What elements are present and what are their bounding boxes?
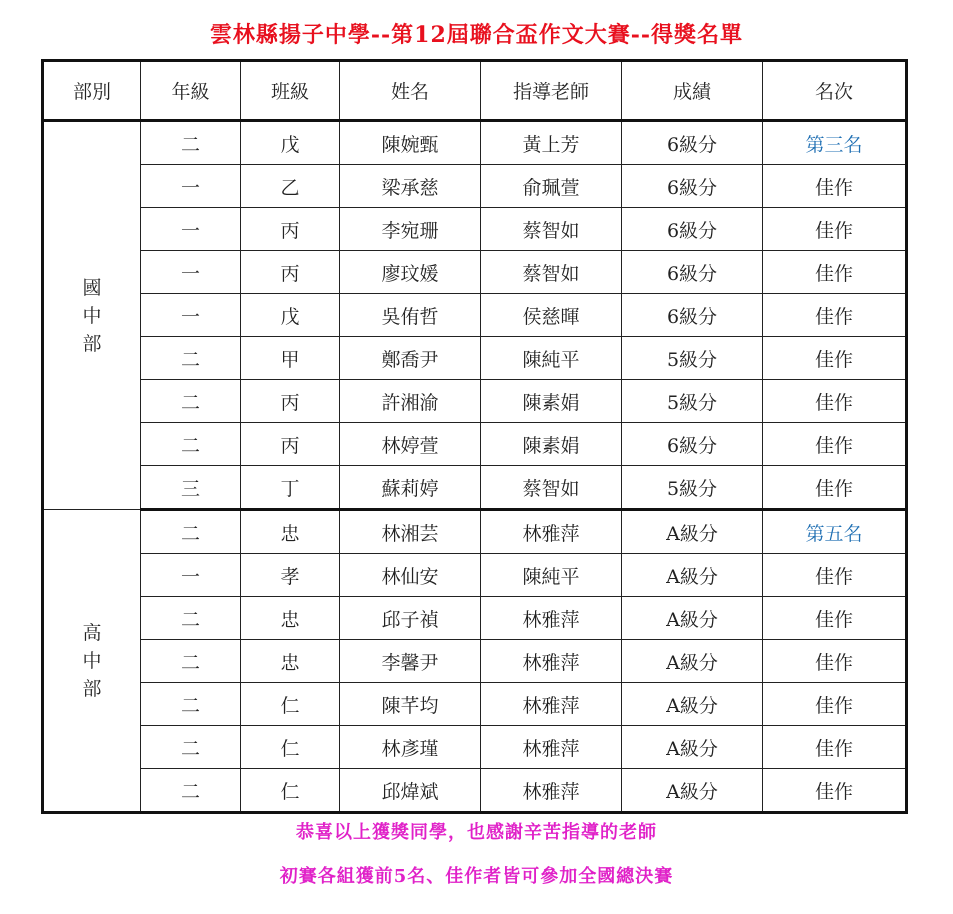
grade-cell: 二 xyxy=(141,769,241,813)
score-cell: 6級分 xyxy=(622,251,763,294)
class-cell: 乙 xyxy=(241,165,340,208)
class-cell: 丙 xyxy=(241,423,340,466)
dept-label-char: 中 xyxy=(82,649,102,672)
header-name: 姓名 xyxy=(340,61,481,121)
header-grade: 年級 xyxy=(141,61,241,121)
teacher-cell: 陳純平 xyxy=(481,554,622,597)
rank-cell: 佳作 xyxy=(763,640,907,683)
awards-table xyxy=(41,59,908,814)
teacher-cell: 陳純平 xyxy=(481,337,622,380)
table-row xyxy=(43,510,907,554)
student-name-cell: 林仙安 xyxy=(340,554,481,597)
table-row xyxy=(43,337,907,380)
score-cell: A級分 xyxy=(622,683,763,726)
header-dept: 部別 xyxy=(43,61,141,121)
grade-cell: 二 xyxy=(141,121,241,165)
table-row xyxy=(43,380,907,423)
student-name-cell: 鄭喬尹 xyxy=(340,337,481,380)
teacher-cell: 林雅萍 xyxy=(481,683,622,726)
rank-cell: 佳作 xyxy=(763,769,907,813)
student-name-cell: 李宛珊 xyxy=(340,208,481,251)
teacher-cell: 蔡智如 xyxy=(481,251,622,294)
teacher-cell: 蔡智如 xyxy=(481,466,622,510)
footer-note: 初賽各組獲前5名、佳作者皆可參加全國總決賽 xyxy=(279,866,674,887)
dept-cell xyxy=(43,510,141,813)
grade-cell: 一 xyxy=(141,208,241,251)
table-row xyxy=(43,165,907,208)
rank-cell: 佳作 xyxy=(763,597,907,640)
class-cell: 忠 xyxy=(241,510,340,554)
score-cell: 5級分 xyxy=(622,337,763,380)
teacher-cell: 蔡智如 xyxy=(481,208,622,251)
grade-cell: 二 xyxy=(141,640,241,683)
grade-cell: 二 xyxy=(141,380,241,423)
student-name-cell: 李馨尹 xyxy=(340,640,481,683)
rank-cell: 佳作 xyxy=(763,380,907,423)
rank-cell: 佳作 xyxy=(763,423,907,466)
table-row xyxy=(43,121,907,165)
student-name-cell: 廖玟媛 xyxy=(340,251,481,294)
teacher-cell: 黃上芳 xyxy=(481,121,622,165)
class-cell: 孝 xyxy=(241,554,340,597)
dept-label-char: 部 xyxy=(82,332,102,355)
rank-cell: 佳作 xyxy=(763,726,907,769)
table-row xyxy=(43,683,907,726)
class-cell: 仁 xyxy=(241,683,340,726)
class-cell: 戊 xyxy=(241,294,340,337)
table-row xyxy=(43,251,907,294)
class-cell: 仁 xyxy=(241,769,340,813)
class-cell: 丁 xyxy=(241,466,340,510)
class-cell: 忠 xyxy=(241,597,340,640)
student-name-cell: 陳芊均 xyxy=(340,683,481,726)
score-cell: A級分 xyxy=(622,597,763,640)
score-cell: 6級分 xyxy=(622,294,763,337)
student-name-cell: 蘇莉婷 xyxy=(340,466,481,510)
teacher-cell: 侯慈暉 xyxy=(481,294,622,337)
score-cell: 6級分 xyxy=(622,423,763,466)
table-row xyxy=(43,423,907,466)
teacher-cell: 林雅萍 xyxy=(481,510,622,554)
table-row xyxy=(43,208,907,251)
student-name-cell: 陳婉甄 xyxy=(340,121,481,165)
student-name-cell: 林湘芸 xyxy=(340,510,481,554)
score-cell: A級分 xyxy=(622,726,763,769)
teacher-cell: 陳素娟 xyxy=(481,380,622,423)
grade-cell: 二 xyxy=(141,423,241,466)
rank-cell: 佳作 xyxy=(763,294,907,337)
score-cell: A級分 xyxy=(622,510,763,554)
student-name-cell: 許湘渝 xyxy=(340,380,481,423)
footer-congrats: 恭喜以上獲獎同學，也感謝辛苦指導的老師 xyxy=(296,822,657,843)
dept-label-char: 高 xyxy=(82,621,102,644)
rank-cell: 第五名 xyxy=(763,510,907,554)
rank-cell: 佳作 xyxy=(763,165,907,208)
score-cell: 6級分 xyxy=(622,165,763,208)
table-row xyxy=(43,769,907,813)
score-cell: A級分 xyxy=(622,554,763,597)
table-body xyxy=(43,121,907,813)
student-name-cell: 梁承慈 xyxy=(340,165,481,208)
teacher-cell: 俞珮萱 xyxy=(481,165,622,208)
header-class: 班級 xyxy=(241,61,340,121)
rank-cell: 佳作 xyxy=(763,337,907,380)
header-row xyxy=(43,61,907,121)
teacher-cell: 林雅萍 xyxy=(481,640,622,683)
score-cell: 5級分 xyxy=(622,466,763,510)
table-row xyxy=(43,294,907,337)
score-cell: A級分 xyxy=(622,640,763,683)
dept-cell xyxy=(43,121,141,510)
grade-cell: 二 xyxy=(141,337,241,380)
class-cell: 丙 xyxy=(241,208,340,251)
page-title: 雲林縣揚子中學--第12屆聯合盃作文大賽--得獎名單 xyxy=(209,22,744,48)
dept-label-char: 中 xyxy=(82,304,102,327)
student-name-cell: 邱煒斌 xyxy=(340,769,481,813)
grade-cell: 三 xyxy=(141,466,241,510)
header-teacher: 指導老師 xyxy=(481,61,622,121)
class-cell: 甲 xyxy=(241,337,340,380)
table-row xyxy=(43,597,907,640)
grade-cell: 一 xyxy=(141,165,241,208)
dept-label-char: 部 xyxy=(82,677,102,700)
dept-label-char: 國 xyxy=(82,276,102,299)
rank-cell: 佳作 xyxy=(763,683,907,726)
grade-cell: 一 xyxy=(141,251,241,294)
rank-cell: 佳作 xyxy=(763,251,907,294)
grade-cell: 二 xyxy=(141,726,241,769)
student-name-cell: 林彥瑾 xyxy=(340,726,481,769)
table-row xyxy=(43,640,907,683)
class-cell: 丙 xyxy=(241,380,340,423)
teacher-cell: 林雅萍 xyxy=(481,769,622,813)
student-name-cell: 林婷萱 xyxy=(340,423,481,466)
class-cell: 戊 xyxy=(241,121,340,165)
class-cell: 仁 xyxy=(241,726,340,769)
grade-cell: 二 xyxy=(141,510,241,554)
teacher-cell: 陳素娟 xyxy=(481,423,622,466)
grade-cell: 二 xyxy=(141,597,241,640)
class-cell: 丙 xyxy=(241,251,340,294)
score-cell: 6級分 xyxy=(622,121,763,165)
grade-cell: 二 xyxy=(141,683,241,726)
grade-cell: 一 xyxy=(141,554,241,597)
student-name-cell: 邱子禎 xyxy=(340,597,481,640)
rank-cell: 佳作 xyxy=(763,208,907,251)
teacher-cell: 林雅萍 xyxy=(481,726,622,769)
table-row xyxy=(43,726,907,769)
student-name-cell: 吳侑哲 xyxy=(340,294,481,337)
teacher-cell: 林雅萍 xyxy=(481,597,622,640)
header-rank: 名次 xyxy=(763,61,907,121)
rank-cell: 佳作 xyxy=(763,554,907,597)
class-cell: 忠 xyxy=(241,640,340,683)
score-cell: 6級分 xyxy=(622,208,763,251)
header-score: 成績 xyxy=(622,61,763,121)
table-row xyxy=(43,554,907,597)
rank-cell: 第三名 xyxy=(763,121,907,165)
table-row xyxy=(43,466,907,510)
score-cell: A級分 xyxy=(622,769,763,813)
rank-cell: 佳作 xyxy=(763,466,907,510)
score-cell: 5級分 xyxy=(622,380,763,423)
grade-cell: 一 xyxy=(141,294,241,337)
